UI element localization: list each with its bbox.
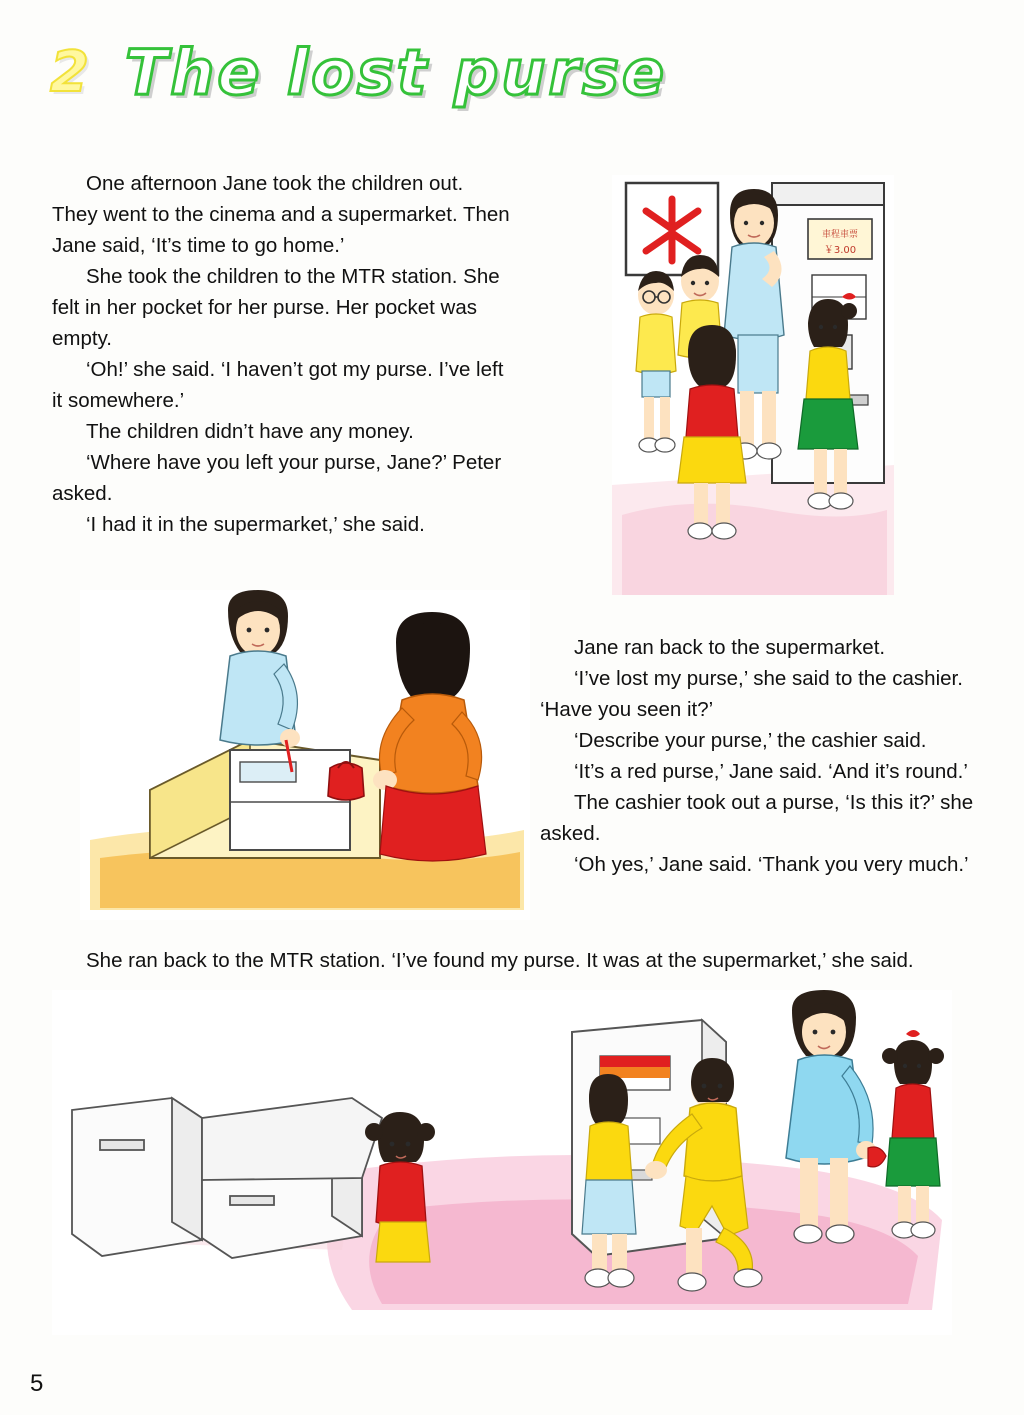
illustration-mtr-station-svg: [612, 175, 894, 595]
illustration-station-return-svg: [52, 990, 952, 1335]
paragraph: ‘Oh yes,’ Jane said. ‘Thank you very much.’: [574, 853, 969, 876]
chapter-title: The lost purse: [124, 36, 668, 109]
paragraph: ‘Describe your purse,’ the cashier said.: [574, 729, 927, 752]
red-purse: [328, 762, 364, 800]
full-width-text: [52, 945, 962, 976]
svg-text:車程車票: 車程車票: [821, 230, 859, 240]
paragraph: The cashier took out a purse, ‘Is this it?’ she asked.: [540, 791, 974, 845]
svg-text:￥3.00: ￥3.00: [823, 245, 857, 256]
illustration-station-return: [52, 990, 952, 1335]
page-number: 5: [30, 1370, 44, 1397]
chapter-number: 2: [50, 40, 89, 105]
paragraph: ‘Where have you left your purse, Jane?’ Peter asked.: [52, 451, 502, 505]
paragraph: ‘I had it in the supermarket,’ she said.: [86, 513, 425, 536]
right-column-text: [540, 632, 990, 880]
ticket-gates: [72, 1098, 382, 1258]
page-title: [50, 28, 930, 118]
paragraph: Jane ran back to the supermarket.: [574, 636, 886, 659]
paragraph: ‘It’s a red purse,’ Jane said. ‘And it’s round.’: [574, 760, 968, 783]
illustration-cashier-svg: [80, 590, 530, 920]
illustration-cashier: [80, 590, 530, 920]
paragraph: One afternoon Jane took the children out. They went to the cinema and a supermarket. Then Jane said, ‘It’s time to go home.’: [52, 172, 510, 257]
paragraph: The children didn’t have any money.: [86, 420, 414, 443]
left-column-text: [52, 168, 514, 540]
paragraph: ‘Oh!’ she said. ‘I haven’t got my purse. I’ve left it somewhere.’: [52, 358, 504, 412]
illustration-mtr-station: [612, 175, 894, 595]
paragraph: ‘I’ve lost my purse,’ she said to the cashier. ‘Have you seen it?’: [540, 667, 963, 721]
paragraph: She ran back to the MTR station. ‘I’ve found my purse. It was at the supermarket,’ she said.: [86, 949, 914, 972]
paragraph: She took the children to the MTR station. She felt in her pocket for her purse. Her pocket was empty.: [52, 265, 500, 350]
